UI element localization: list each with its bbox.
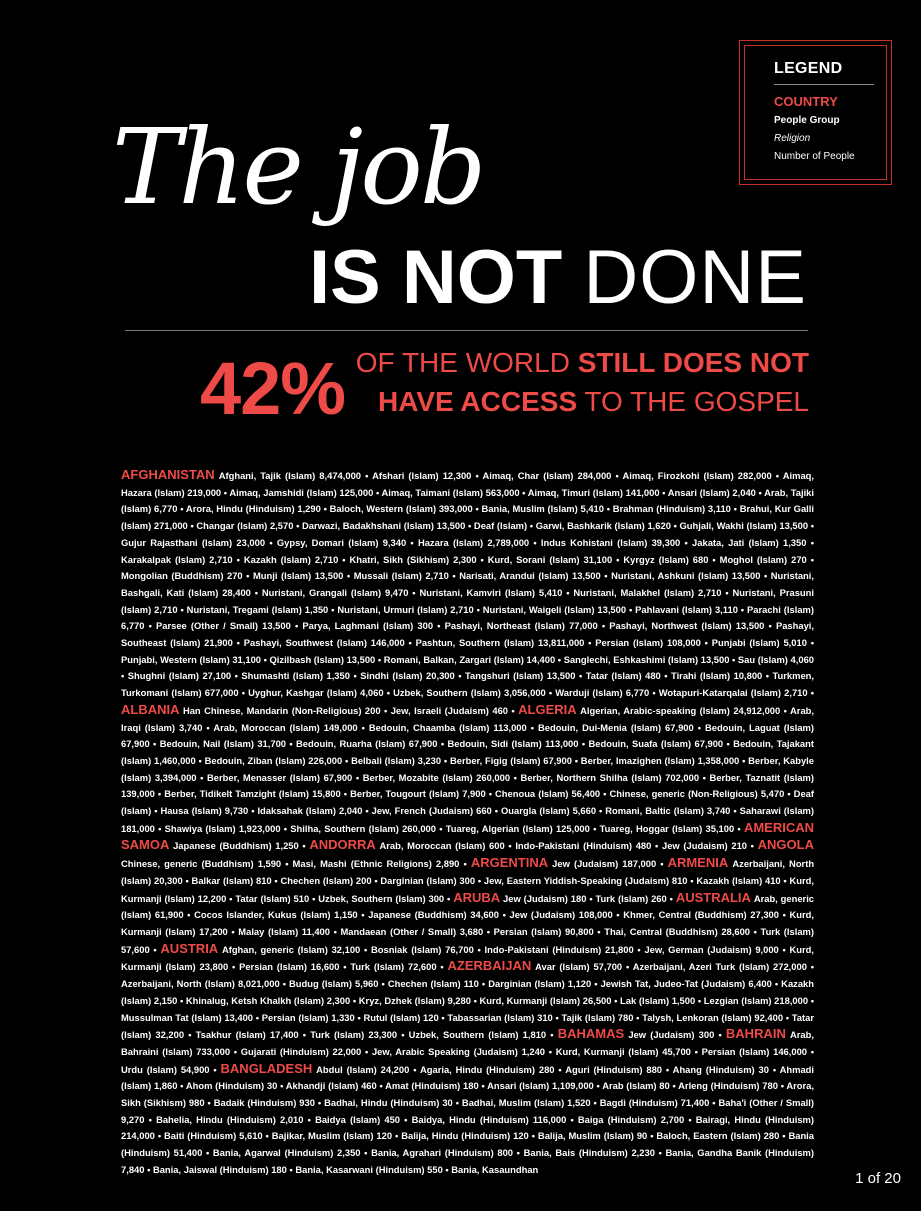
headline-light-text: DONE — [583, 235, 807, 320]
headline-script: The job — [112, 106, 484, 228]
legend-country: COUNTRY — [774, 94, 838, 109]
people-group-entries: Jew (Judaism) 180 • Turk (Islam) 260 • — [503, 892, 673, 904]
people-group-entries: Abdul (Islam) 24,200 • Agaria, Hindu (Hinduism) 280 • Aguri (Hinduism) 880 • Ahang (Hinduism) 30 • Ahmadi (Islam) 1,860 • Ahom (Hinduism) 30 • Akhandji (Islam) 460 • Amat (Hinduism) 180 • Ansari (Islam) 1,109,000 • Arab (Islam) 80 • Arleng (Hinduism) 780 • Arora, Sikh (Sikhism) 980 • Badaik (Hinduism) 930 • Badhai, Hindu (Hinduism) 30 • Badhai, Muslim (Islam) 1,520 • Bagdi (Hinduism) 71,400 • Baha'i (Other / Small) 9,270 • Bahelia, Hindu (Hinduism) 2,010 • Baidya (Islam) 450 • Baidya, Hindu (Hinduism) 116,000 • Baiga (Hinduism) 2,700 • Bairagi, Hindu (Hinduism) 214,000 • Baiti (Hinduism) 5,610 • Bajikar, Muslim (Islam) 120 • Balija, Hindu (Hinduism) 120 • Balija, Muslim (Islam) 90 • Baloch, Eastern (Islam) 280 • Bania (Hinduism) 51,400 • Bania, Agarwal (Hinduism) 2,350 • Bania, Agrahari (Hinduism) 800 • Bania, Bais (Hinduism) 2,230 • Bania, Gandha Banik (Hinduism) 7,840 • Bania, Jaiswal (Hinduism) 180 • Bania, Kasarwani (Hinduism) 550 • Bania, Kasaundhan — [121, 1063, 814, 1175]
people-group-entries: Jew (Judaism) 187,000 • — [552, 858, 664, 870]
people-group-entries: Chinese, generic (Buddhism) 1,590 • Masi, Mashi (Ethnic Religions) 2,890 • — [121, 858, 467, 870]
stat-line-1-b: STILL DOES NOT — [577, 347, 809, 378]
people-group-entries: Japanese (Buddhism) 1,250 • — [173, 840, 306, 852]
country-name: AMERICAN SAMOA — [121, 819, 814, 853]
legend-people-group: People Group — [774, 115, 840, 126]
headline-main — [308, 235, 807, 320]
people-group-entries: Arab, Bahraini (Islam) 733,000 • Gujarati (Hinduism) 22,000 • Jew, Arabic Speaking (Judaism) 1,240 • Kurd, Kurmanji (Islam) 45,700 • Persian (Islam) 146,000 • Urdu (Islam) 54,900 • — [121, 1029, 814, 1075]
country-name: BAHAMAS — [557, 1026, 625, 1042]
people-group-entries: Arab, generic (Islam) 61,900 • Cocos Islander, Kukus (Islam) 1,150 • Japanese (Buddhism) 34,600 • Jew (Judaism) 108,000 • Khmer, Central (Buddhism) 27,300 • Kurd, Kurmanji (Islam) 17,200 • Malay (Islam) 11,400 • Mandaean (Other / Small) 3,680 • Persian (Islam) 90,800 • Thai, Central (Buddhism) 28,600 • Turk (Islam) 57,600 • — [121, 892, 815, 955]
people-group-entries: Algerian, Arabic-speaking (Islam) 24,912,000 • Arab, Iraqi (Islam) 3,740 • Arab, Moroccan (Islam) 149,000 • Bedouin, Chaamba (Islam) 113,000 • Bedouin, Dui-Menia (Islam) 67,900 • Bedouin, Laguat (Islam) 67,900 • Bedouin, Nail (Islam) 31,700 • Bedouin, Ruarha (Islam) 67,900 • Bedouin, Sidi (Islam) 113,000 • Bedouin, Suafa (Islam) 67,900 • Bedouin, Tajakant (Islam) 1,460,000 • Bedouin, Ziban (Islam) 226,000 • Belbali (Islam) 3,230 • Berber, Figig (Islam) 67,900 • Berber, Imazighen (Islam) 1,358,000 • Berber, Kabyle (Islam) 3,394,000 • Berber, Menasser (Islam) 67,900 • Berber, Mozabite (Islam) 260,000 • Berber, Northern Shilha (Islam) 702,000 • Berber, Taznatit (Islam) 139,000 • Berber, Tidikelt Tamzight (Islam) 15,800 • Berber, Tougourt (Islam) 7,900 • Chenoua (Islam) 56,400 • Chinese, generic (Non-Religious) 5,470 • Deaf (Islam) • Hausa (Islam) 9,730 • Idaksahak (Islam) 2,040 • Jew, French (Judaism) 660 • Ouargla (Islam) 5,660 • Romani, Baltic (Islam) 3,740 • Saharawi (Islam) 181,000 • Shawiya (Islam) 1,923,000 • Shilha, Southern (Islam) 260,000 • Tuareg, Algerian (Islam) 125,000 • Tuareg, Hoggar (Islam) 35,100 • — [121, 704, 814, 834]
country-name: AZERBAIJAN — [447, 958, 532, 974]
stat-line-2 — [378, 388, 809, 416]
legend-religion: Religion — [774, 133, 811, 144]
legend-divider — [774, 84, 874, 85]
country-name: AUSTRIA — [160, 940, 219, 956]
people-group-entries: Avar (Islam) 57,700 • Azerbaijani, Azeri Turk (Islam) 272,000 • Azerbaijani, North (Islam) 8,021,000 • Budug (Islam) 5,960 • Chechen (Islam) 110 • Darginian (Islam) 1,120 • Jewish Tat, Judeo-Tat (Judaism) 6,400 • Kazakh (Islam) 2,150 • Khinalug, Ketsh Khalkh (Islam) 2,300 • Kryz, Dzhek (Islam) 9,280 • Kurd, Kurmanji (Islam) 26,500 • Lak (Islam) 1,500 • Lezgian (Islam) 218,000 • Mussulman Tat (Islam) 13,400 • Persian (Islam) 1,330 • Rutul (Islam) 120 • Tabassarian (Islam) 310 • Tajik (Islam) 780 • Talysh, Lenkoran (Islam) 92,400 • Tatar (Islam) 32,200 • Tsakhur (Islam) 17,400 • Turk (Islam) 23,300 • Uzbek, Southern (Islam) 1,810 • — [121, 961, 815, 1041]
people-group-entries: Jew (Judaism) 300 • — [628, 1029, 722, 1041]
headline-divider — [125, 330, 808, 331]
people-group-entries: Han Chinese, Mandarin (Non-Religious) 200 • Jew, Israeli (Judaism) 460 • — [182, 704, 515, 716]
legend-box — [739, 40, 892, 185]
stat-line-2-b: TO THE GOSPEL — [577, 386, 809, 417]
country-name: ALGERIA — [518, 701, 577, 717]
country-name: AUSTRALIA — [675, 889, 751, 905]
stat-percent: 42% — [200, 347, 346, 430]
people-groups-list — [121, 467, 814, 1179]
country-name: AFGHANISTAN — [121, 467, 215, 482]
people-group-entries: Azerbaijani, North (Islam) 20,300 • Balkar (Islam) 810 • Chechen (Islam) 200 • Darginian (Islam) 300 • Jew, Eastern Yiddish-Speaking (Judaism) 810 • Kazakh (Islam) 410 • Kurd, Kurmanji (Islam) 12,200 • Tatar (Islam) 510 • Uzbek, Southern (Islam) 300 • — [121, 858, 815, 904]
country-name: ALBANIA — [121, 701, 180, 717]
country-name: ARMENIA — [667, 855, 729, 871]
legend-inner-frame — [744, 45, 887, 180]
people-group-entries: Afghan, generic (Islam) 32,100 • Bosniak (Islam) 76,700 • Indo-Pakistani (Hinduism) 21,800 • Jew, German (Judaism) 9,000 • Kurd, Kurmanji (Islam) 23,800 • Persian (Islam) 16,600 • Turk (Islam) 72,600 • — [121, 943, 814, 973]
people-group-entries: Arab, Moroccan (Islam) 600 • Indo-Pakistani (Hinduism) 480 • Jew (Judaism) 210 • — [379, 840, 754, 852]
stat-line-1 — [356, 349, 809, 377]
stat-line-1-a: OF THE WORLD — [355, 347, 578, 378]
page-number: 1 of 20 — [855, 1170, 901, 1187]
stat-line-2-a: HAVE ACCESS — [377, 386, 578, 417]
country-name: ARUBA — [453, 889, 501, 905]
legend-title: LEGEND — [774, 60, 843, 77]
people-group-entries: Afghani, Tajik (Islam) 8,474,000 • Afshari (Islam) 12,300 • Aimaq, Char (Islam) 284,000 • Aimaq, Firozkohi (Islam) 282,000 • Aimaq, Hazara (Islam) 219,000 • Aimaq, Jamshidi (Islam) 125,000 • Aimaq, Taimani (Islam) 563,000 • Aimaq, Timuri (Islam) 141,000 • Ansari (Islam) 2,040 • Arab, Tajiki (Islam) 6,770 • Arora, Hindu (Hinduism) 1,290 • Baloch, Western (Islam) 393,000 • Bania, Muslim (Islam) 5,410 • Brahman (Hinduism) 3,110 • Brahui, Kur Galli (Islam) 271,000 • Changar (Islam) 2,570 • Darwazi, Badakhshani (Islam) 13,500 • Deaf (Islam) • Garwi, Bashkarik (Islam) 1,620 • Guhjali, Wakhi (Islam) 13,500 • Gujur Rajasthani (Islam) 23,000 • Gypsy, Domari (Islam) 9,340 • Hazara (Islam) 2,789,000 • Indus Kohistani (Islam) 39,300 • Jakata, Jati (Islam) 1,350 • Karakalpak (Islam) 2,710 • Kazakh (Islam) 2,710 • Khatri, Sikh (Sikhism) 2,300 • Kurd, Sorani (Islam) 31,100 • Kyrgyz (Islam) 680 • Moghol (Islam) 270 • Mongolian (Buddhism) 270 • Munji (Islam) 13,500 • Mussali (Islam) 2,710 • Narisati, Arandui (Islam) 13,500 • Nuristani, Ashkuni (Islam) 13,500 • Nuristani, Bashgali, Kati (Islam) 28,400 • Nuristani, Grangali (Islam) 9,470 • Nuristani, Kamviri (Islam) 5,410 • Nuristani, Malakhel (Islam) 2,710 • Nuristani, Prasuni (Islam) 2,710 • Nuristani, Tregami (Islam) 1,350 • Nuristani, Urmuri (Islam) 2,710 • Nuristani, Waigeli (Islam) 13,500 • Pahlavani (Islam) 3,110 • Parachi (Islam) 6,770 • Parsee (Other / Small) 13,500 • Parya, Laghmani (Islam) 300 • Pashayi, Northeast (Islam) 77,000 • Pashayi, Northwest (Islam) 13,500 • Pashayi, Southeast (Islam) 21,900 • Pashayi, Southwest (Islam) 146,000 • Pashtun, Southern (Islam) 13,811,000 • Persian (Islam) 108,000 • Punjabi (Islam) 5,010 • Punjabi, Western (Islam) 31,100 • Qizilbash (Islam) 13,500 • Romani, Balkan, Zargari (Islam) 14,400 • Sanglechi, Eshkashimi (Islam) 13,500 • Sau (Islam) 4,060 • Shughni (Islam) 27,100 • Shumashti (Islam) 1,350 • Sindhi (Islam) 20,300 • Tangshuri (Islam) 13,500 • Tatar (Islam) 480 • Tirahi (Islam) 10,800 • Turkmen, Turkomani (Islam) 677,000 • Uyghur, Kashgar (Islam) 4,060 • Uzbek, Southern (Islam) 3,056,000 • Warduji (Islam) 6,770 • Wotapuri-Katarqalai (Islam) 2,710 • — [121, 470, 814, 699]
country-name: ANDORRA — [309, 837, 376, 853]
legend-number-of-people: Number of People — [774, 151, 855, 162]
country-name: ARGENTINA — [470, 855, 549, 871]
country-name: ANGOLA — [757, 837, 814, 853]
country-name: BANGLADESH — [220, 1060, 313, 1076]
country-name: BAHRAIN — [725, 1026, 786, 1042]
headline-bold-text: IS NOT — [308, 235, 563, 320]
